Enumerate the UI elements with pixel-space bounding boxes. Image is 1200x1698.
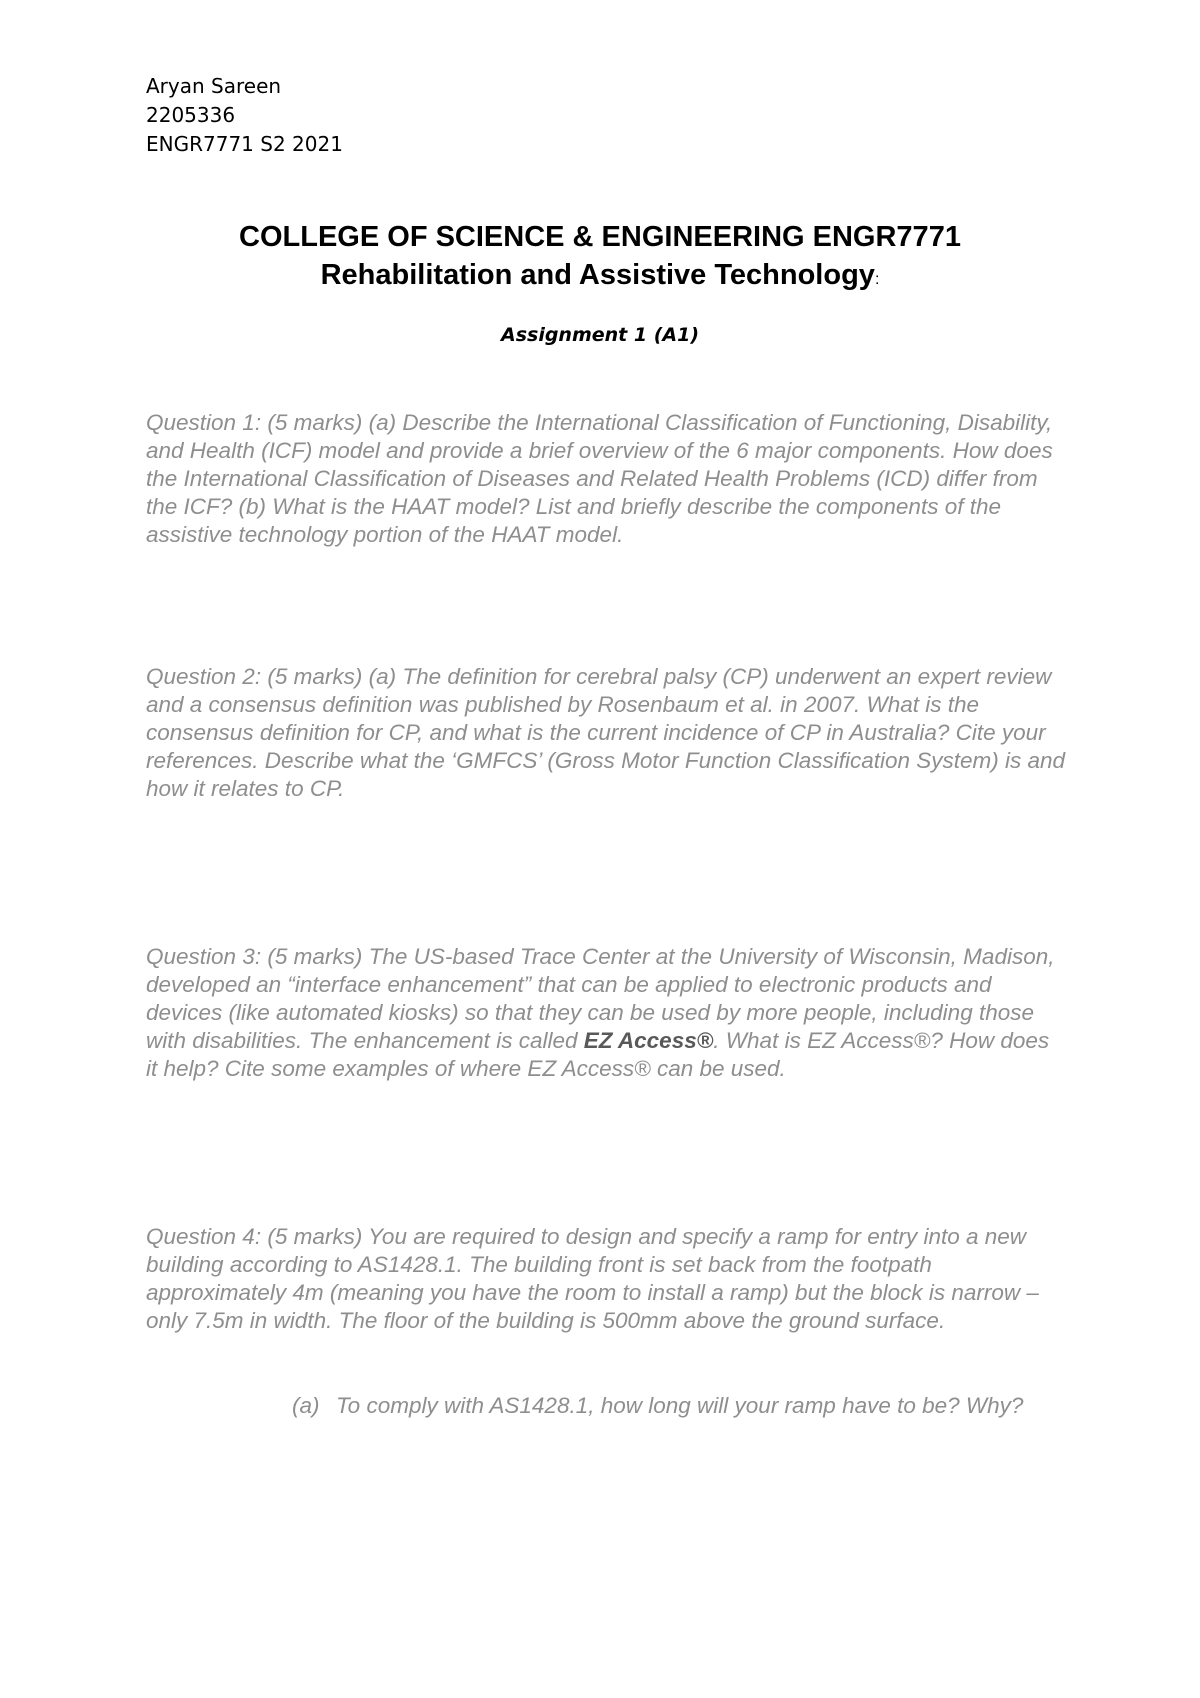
question-4: Question 4: (5 marks) You are required to design and specify a ramp for entry into a new building according to AS1428.1. The building front is set back from the footpath approximately 4m (meaning you have the room to install a ramp) but the block is narrow – only 7.5m in width. The floor of the building is 500mm above the ground surface. xyxy=(146,1224,1039,1333)
question-3-text-before: Question 3: (5 marks) The US-based Trace Center at the University of Wisconsin, Madison, developed an “interface enhancement” that can be applied to electronic products and devices (like automated kiosks) so that they can be used by more people, including those with disabilities. The enhancement is called xyxy=(146,944,1055,1053)
student-info xyxy=(146,72,343,159)
question-3 xyxy=(146,943,1066,1083)
course-code: ENGR7771 S2 2021 xyxy=(146,132,343,156)
title-colon: : xyxy=(874,271,880,288)
student-id: 2205336 xyxy=(146,103,236,127)
student-name: Aryan Sareen xyxy=(146,74,282,98)
ez-access-emphasis: EZ Access® xyxy=(583,1028,714,1053)
part-a-text: To comply with AS1428.1, how long will your ramp have to be? Why? xyxy=(336,1393,1024,1418)
question-1: Question 1: (5 marks) (a) Describe the International Classification of Functioning, Disability, and Health (ICF) model and provide a brief overview of the 6 major components. How does the International Classification of Diseases and Related Health Problems (ICD) differ from the ICF? (b) What is the HAAT model? List and briefly describe the components of the assistive technology portion of the HAAT model. xyxy=(146,410,1053,547)
question-3-text-after: . What is EZ Access®? How does it help? Cite some examples of where EZ Access® can be used. xyxy=(146,1028,1050,1081)
title-line-2 xyxy=(0,256,1200,299)
question-2: Question 2: (5 marks) (a) The definition for cerebral palsy (CP) underwent an expert review and a consensus definition was published by Rosenbaum et al. in 2007. What is the consensus definition for CP, and what is the current incidence of CP in Australia? Cite your references. Describe what the ‘GMFCS’ (Gross Motor Function Classification System) is and how it relates to CP. xyxy=(146,664,1066,801)
part-a-marker: (a) xyxy=(292,1393,320,1418)
title-line-1: COLLEGE OF SCIENCE & ENGINEERING ENGR7771 xyxy=(239,221,961,253)
title-line-2-text: Rehabilitation and Assistive Technology xyxy=(320,259,875,291)
document-title xyxy=(0,218,1200,299)
assignment-label: Assignment 1 (A1) xyxy=(501,324,699,346)
question-4-part-a xyxy=(292,1392,1052,1420)
